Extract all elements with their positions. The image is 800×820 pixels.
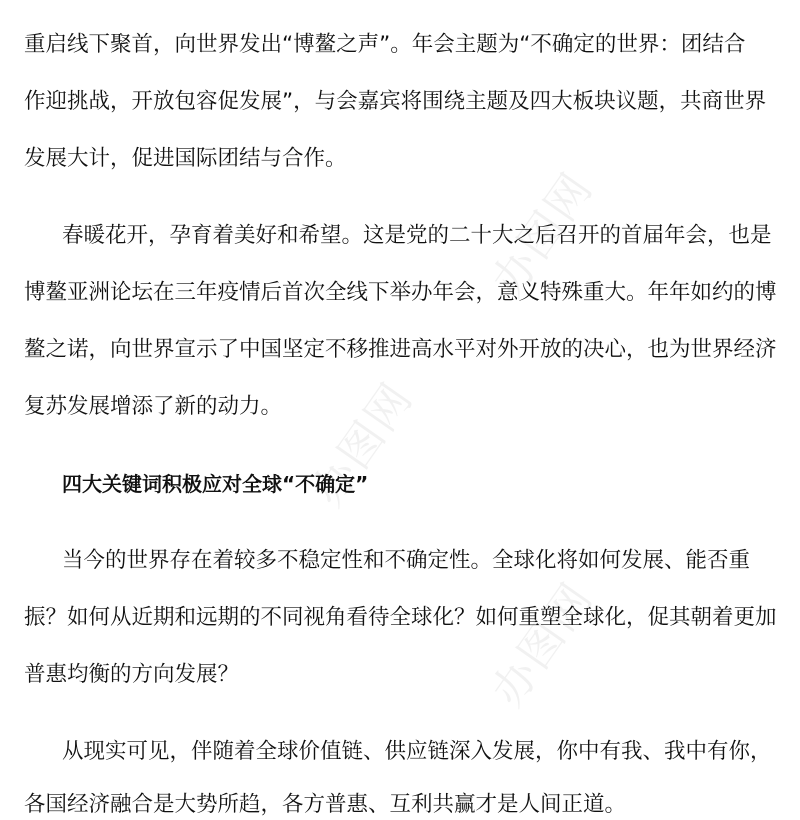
paragraph-line: 普惠均衡的方向发展？ (24, 662, 240, 687)
watermark-text: 办图网 (482, 573, 604, 716)
paragraph-line: 从现实可见，伴随着全球价值链、供应链深入发展，你中有我、我中有你， (62, 739, 772, 764)
watermark-text: 办图网 (302, 373, 424, 516)
section-heading: 四大关键词积极应对全球“不确定” (62, 472, 369, 496)
paragraph-line: 重启线下聚首，向世界发出“博鳌之声”。年会主题为“不确定的世界：团结合 (24, 32, 746, 57)
paragraph-line: 当今的世界存在着较多不稳定性和不确定性。全球化将如何发展、能否重 (62, 548, 751, 573)
paragraph-line: 博鳌亚洲论坛在三年疫情后首次全线下举办年会，意义特殊重大。年年如约的博 (24, 280, 777, 305)
paragraph-line: 春暖花开，孕育着美好和希望。这是党的二十大之后召开的首届年会，也是 (62, 223, 772, 248)
paragraph-line: 作迎挑战，开放包容促发展”，与会嘉宾将围绕主题及四大板块议题，共商世界 (24, 89, 767, 114)
watermark-text: 办图网 (482, 163, 604, 306)
paragraph-line: 复苏发展增添了新的动力。 (24, 394, 283, 419)
paragraph-line: 各国经济融合是大势所趋，各方普惠、互利共赢才是人间正道。 (24, 792, 627, 817)
paragraph-line: 发展大计，促进国际团结与合作。 (24, 146, 347, 171)
paragraph-line: 鳌之诺，向世界宣示了中国坚定不移推进高水平对外开放的决心，也为世界经济 (24, 337, 777, 362)
paragraph-line: 振？如何从近期和远期的不同视角看待全球化？如何重塑全球化，促其朝着更加 (24, 605, 777, 630)
